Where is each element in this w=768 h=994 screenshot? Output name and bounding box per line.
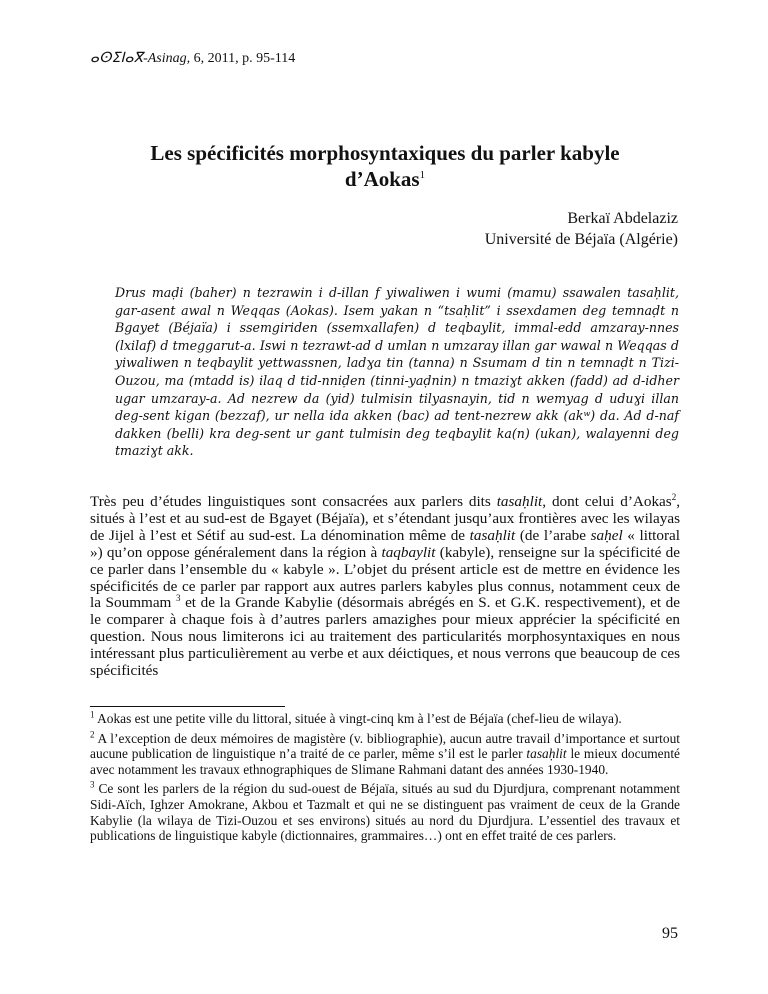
footnote-text: Ce sont les parlers de la région du sud-ouest de Béjaïa, situés au sud du Djurdjura, comprenant notamment Sidi-Aïch, Ighzer Amokrane, Akbou et Tazmalt et qui ne se distinguent pas vraiment de ceux de la Grande Kabylie (la wilaya de Tizi-Ouzou et ses environs) situés au nord du Djurdjura. L’essentiel des travaux et publications de linguistique kabyle (dictionnaires, grammaires…) ont en effet traité de ces parlers.	[90, 781, 680, 844]
body-text-segment: Très peu d’études linguistiques sont consacrées aux parlers dits	[90, 493, 497, 510]
term-tasahlit: tasaḥlit	[496, 493, 543, 510]
term-tasahlit: tasaḥlit	[469, 526, 516, 544]
running-head	[90, 50, 295, 68]
term-taqbaylit: taqbaylit	[381, 543, 436, 561]
page-number: 95	[662, 925, 678, 942]
term-tasahlit: tasaḥlit	[526, 746, 567, 762]
footnote-text: A l’exception de deux mémoires de magistère (v. bibliographie), aucun autre travail d’importance et surtout aucune publication de linguistique n’a traité de ce parler, même s’il est le parler	[90, 730, 680, 762]
body-text-segment: , dont celui d’Aokas	[542, 493, 672, 510]
footnote-number: 1	[90, 709, 95, 720]
author-affiliation: Université de Béjaïa (Algérie)	[484, 231, 678, 248]
footnote-text: Aokas est une petite ville du littoral, située à vingt-cinq km à l’est de Béjaïa (chef-lieu de wilaya).	[94, 711, 622, 726]
footnote-number: 3	[90, 779, 95, 790]
footnote-separator	[90, 706, 285, 707]
author-name: Berkaï Abdelaziz	[567, 210, 678, 227]
body-text-segment: « littoral ») qu’on oppose généralement dans la région à	[90, 526, 680, 561]
footnote-text: le mieux documenté avec notamment les travaux ethnographiques de Slimane Rahmani datant des années 1930-1940.	[90, 746, 680, 777]
footnote-number: 2	[90, 729, 95, 740]
footnote-3	[90, 781, 680, 843]
body-text-segment: , situés à l’est et au sud-est de Bgayet (Béjaïa), et s’étendant jusqu’aux frontières avec les wilayas de Jijel à l’est et Sétif au sud-est. La dénomination même de	[90, 493, 680, 544]
title-footnote-ref[interactable]: 1	[419, 169, 426, 181]
journal-citation: 6, 2011, p. 95-114	[190, 51, 296, 66]
title-line-2	[90, 166, 680, 192]
article-title	[90, 140, 680, 192]
body-text-segment: et de la Grande Kabylie (désormais abrégés en S. et G.K. respectivement), et de le comparer à chaque fois à d’autres parlers amazighes pour mieux apprécier la spécificité en question. Nous nous limiterons ici au traitement des particularités morphosyntaxiques en nous intéressant plus particulièrement au verbe et aux déictiques, et nous verrons que beaucoup de ces spécificités	[90, 594, 680, 680]
term-sahel: saḥel	[590, 526, 623, 544]
footnote-ref-3[interactable]: 3	[175, 593, 181, 604]
footnote-2	[90, 731, 680, 778]
author-block	[485, 208, 678, 250]
body-paragraph	[90, 491, 680, 680]
title-line-1: Les spécificités morphosyntaxiques du parler kabyle	[150, 141, 620, 165]
footnotes	[90, 711, 680, 848]
body-text-segment: (de l’arabe	[515, 526, 591, 544]
body-text-segment: (kabyle), renseigne sur la spécificité de ce parler dans l’ensemble du « kabyle ». L’objet du présent article est de mettre en évidence les spécificités de ce parler par rapport aux autres parlers kabyles plus connus, notamment ceux de la Soummam	[90, 543, 680, 612]
journal-name-latin: -Asinag,	[143, 51, 191, 66]
footnote-ref-2[interactable]: 2	[671, 491, 677, 502]
title-line-2-text: d’Aokas	[344, 167, 420, 191]
footnote-1	[90, 711, 680, 727]
abstract: Drus maḍi (baher) n tezrawin i d-illan f yiwaliwen i wumi (mamu) ssawalen tasaḥlit, gar-asent awal n Weqqas (Aokas). Isem yakan n “tsaḥlit” i ssexdamen deg temnaḍt n Bgayet (Béjaïa) i ssemgiriden (ssemxallafen) d teqbaylit, immal-edd amzaray-nnes (lxilaf) d tmeggarut-a. Iswi n tezrawt-ad d umlan n umzaray illan gar wawal n Weqqas d yiwaliwen n teqbaylit yettwassnen, ladɣa tin (tanna) n Ssumam d tin n temnaḍt n Tizi-Ouzou, ma (mtadd is) ilaq d tid-nniḍen (tinni-yaḍnin) n tmaziɣt akken (fadd) ad d-idher ugar umzaray-a. Ad nezrew da (yid) tulmisin tilyasnayin, tid n wemyag d uduɣi illan deg-sent kigan (bezzaf), ur nella ida akken (bac) ad tent-nezrew akk (akʷ) da. Ad d-naf dakken (belli) kra deg-sent ur gant tulmisin deg teqbaylit ka(n) (ukan), walayenni deg tmaziɣt akk.	[115, 285, 679, 459]
journal-name-tifinagh: ⴰⵙⵉⵏⴰⴳ	[90, 51, 144, 66]
